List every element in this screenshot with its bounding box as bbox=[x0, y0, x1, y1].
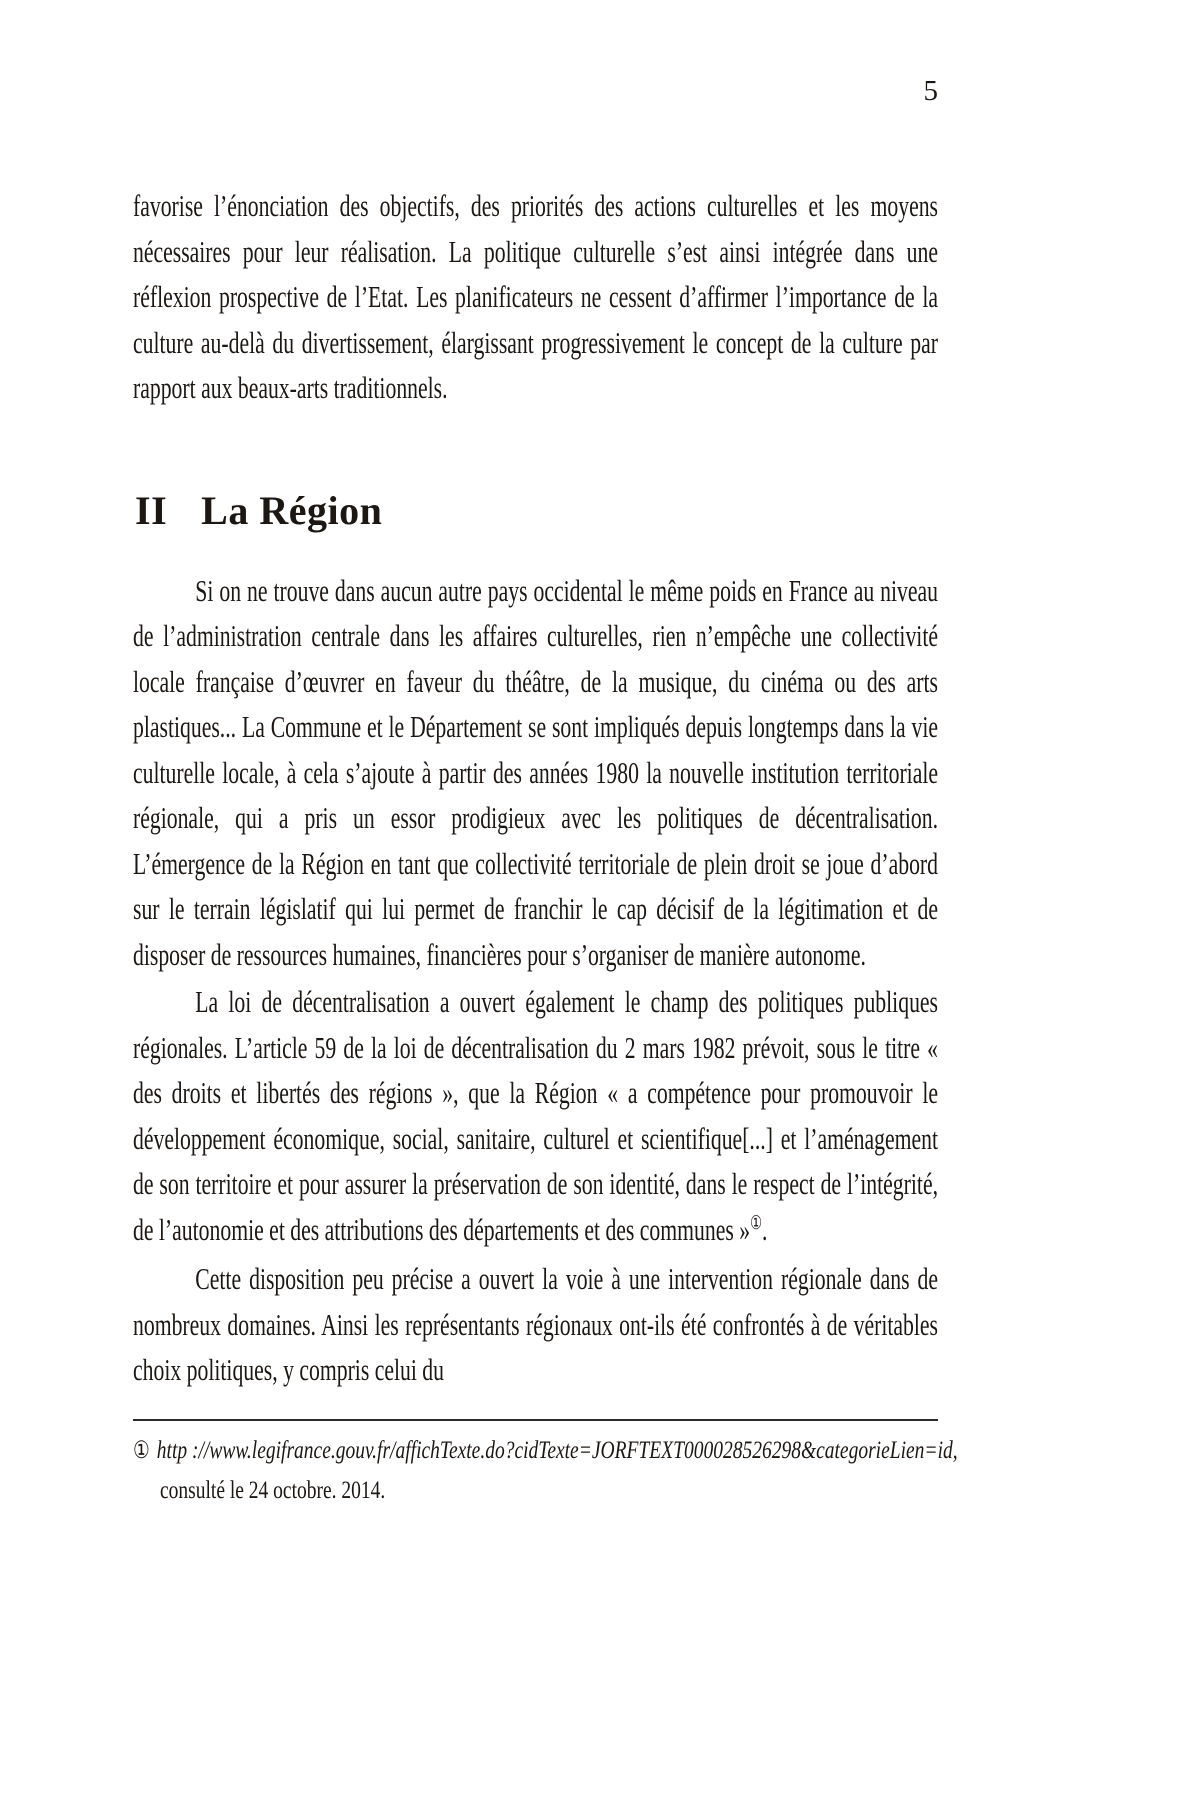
section-numeral: II bbox=[135, 487, 168, 533]
footnote-line bbox=[133, 1431, 958, 1471]
footnote bbox=[133, 1431, 958, 1511]
page-number: 5 bbox=[923, 75, 938, 107]
paragraph-wrapper bbox=[133, 1256, 938, 1393]
footnote-url: http ://www.legifrance.gouv.fr/affichTexte.do?cidTexte=JORFTEXT000028526298&categorieLien=id, bbox=[156, 1436, 958, 1464]
paragraph-wrapper bbox=[133, 979, 938, 1252]
paragraph-text-after-ref: . bbox=[762, 1211, 768, 1247]
paragraph-region-intro: Si on ne trouve dans aucun autre pays occidental le même poids en France au niveau de l’administration centrale dans les affaires culturelles, rien n’empêche une collectivité locale française d’œuvrer en faveur du théâtre, de la musique, du cinéma ou des arts plastiques... La Commune et le Département se sont impliqués depuis longtemps dans la vie culturelle locale, à cela s’ajoute à partir des années 1980 la nouvelle institution territoriale régionale, qui a pris un essor prodigieux avec les politiques de décentralisation. L’émergence de la Région en tant que collectivité territoriale de plein droit se joue d’abord sur le terrain législatif qui lui permet de franchir le cap décisif de la légitimation et de disposer de ressources humaines, financières pour s’organiser de manière autonome. bbox=[133, 572, 939, 972]
paragraph-decentralisation bbox=[133, 979, 938, 1252]
paragraph-intro: favorise l’énonciation des objectifs, des priorités des actions culturelles et les moyens nécessaires pour leur réalisation. La politique culturelle s’est ainsi intégrée dans une réflexion prospective de l’Etat. Les planificateurs ne cessent d’affirmer l’importance de la culture au-delà du divertissement, élargissant progressivement le concept de la culture par rapport aux beaux-arts traditionnels. bbox=[133, 188, 938, 405]
paragraph-text: La loi de décentralisation a ouvert également le champ des politiques publiques régionales. L’article 59 de la loi de décentralisation du 2 mars 1982 prévoit, sous le titre « des droits et libertés des régions », que la Région « a compétence pour promouvoir le développement économique, social, sanitaire, culturel et scientifique[...] et l’aménagement de son territoire et pour assurer la préservation de son identité, dans le respect de l’intégrité, de l’autonomie et des attributions des départements et des communes » bbox=[133, 984, 939, 1247]
footnote-marker: ① bbox=[133, 1437, 150, 1464]
footnote-continuation: consulté le 24 octobre. 2014. bbox=[160, 1476, 386, 1504]
paragraph-disposition: Cette disposition peu précise a ouvert la voie à une intervention régionale dans de nombreux domaines. Ainsi les représentants régionaux ont-ils été confrontés à de véritables choix politiques, y compris celui du bbox=[133, 1261, 939, 1387]
text-column bbox=[133, 0, 958, 1511]
paragraph-wrapper bbox=[133, 568, 938, 978]
paragraph-wrapper bbox=[133, 183, 938, 411]
section-heading bbox=[135, 487, 938, 535]
footnote-divider bbox=[133, 1419, 938, 1421]
footnote-reference-mark: ① bbox=[750, 1212, 763, 1234]
section-title: La Région bbox=[201, 487, 383, 533]
